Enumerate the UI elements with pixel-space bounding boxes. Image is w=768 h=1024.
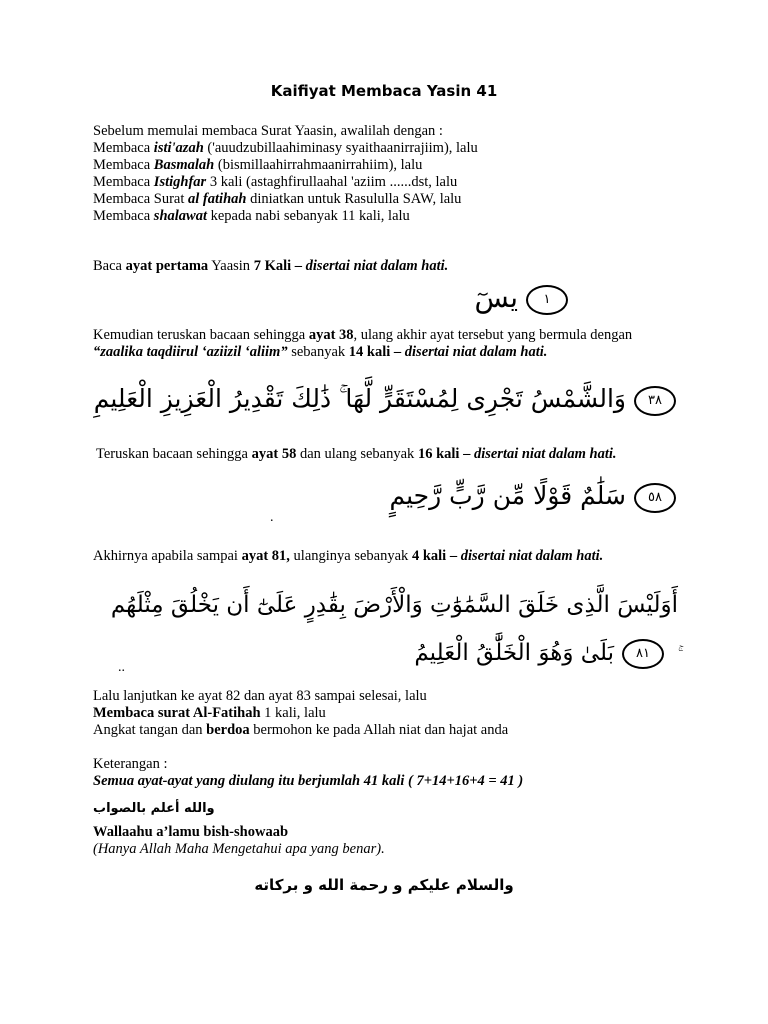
ayah-number-badge: ١: [526, 285, 568, 315]
intro-line-4: Membaca Istighfar 3 kali (astaghfirullaahal 'aziim ......dst, lalu: [93, 174, 458, 190]
wallahu-latin: Wallaahu a’lamu bish-showaab: [93, 824, 289, 840]
ayat-38-arabic: ٣٨وَالشَّمْسُ تَجْرِى لِمُسْتَقَرٍّ لَّهَا ۚ ذَٰلِكَ تَقْدِيرُ الْعَزِيزِ الْعَلِيمِ: [94, 384, 676, 416]
ayat-81-arabic-line-1: أَوَلَيْسَ الَّذِى خَلَقَ السَّمَٰوَٰتِ وَالْأَرْضَ بِقَٰدِرٍ عَلَىٰٓ أَن يَخْلُقَ مِثْلَهُم: [110, 592, 678, 618]
ayat-58-arabic: ٥٨سَلَٰمٌ قَوْلًا مِّن رَّبٍّ رَّحِيمٍ: [389, 481, 676, 513]
wallahu-meaning: (Hanya Allah Maha Mengetahui apa yang benar).: [93, 841, 385, 857]
step2-instruction-line-2: “zaalika taqdiirul ‘aziizil ‘aliim” sebanyak 14 kali – disertai niat dalam hati.: [93, 344, 548, 360]
closing-line-2: Membaca surat Al-Fatihah 1 kali, lalu: [93, 705, 326, 721]
step1-instruction: Baca ayat pertama Yaasin 7 Kali – disertai niat dalam hati.: [93, 258, 449, 274]
step2-instruction-line-1: Kemudian teruskan bacaan sehingga ayat 38, ulang akhir ayat tersebut yang bermula dengan: [93, 327, 633, 343]
closing-line-1: Lalu lanjutkan ke ayat 82 dan ayat 83 sampai selesai, lalu: [93, 688, 427, 704]
stray-dots: ..: [118, 660, 125, 675]
stray-dot: .: [270, 510, 274, 525]
ayah-number-badge: ٥٨: [634, 483, 676, 513]
ayah-number-badge: ٨١: [622, 639, 664, 669]
intro-line-1: Sebelum memulai membaca Surat Yaasin, awalilah dengan :: [93, 123, 443, 139]
intro-line-3: Membaca Basmalah (bismillaahirrahmaanirrahiim), lalu: [93, 157, 423, 173]
intro-line-6: Membaca shalawat kepada nabi sebanyak 11 kali, lalu: [93, 208, 410, 224]
closing-line-3: Angkat tangan dan berdoa bermohon ke pada Allah niat dan hajat anda: [93, 722, 509, 738]
step4-instruction: Akhirnya apabila sampai ayat 81, ulanginya sebanyak 4 kali – disertai niat dalam hati.: [93, 548, 604, 564]
intro-line-5: Membaca Surat al fatihah diniatkan untuk Rasululla SAW, lalu: [93, 191, 462, 207]
wallahu-arabic: والله أعلم بالصواب: [93, 801, 215, 816]
closing-salam: والسلام عليكم و رحمة الله و بركاته: [254, 876, 514, 894]
step3-instruction: Teruskan bacaan sehingga ayat 58 dan ulang sebanyak 16 kali – disertai niat dalam hati.: [96, 446, 617, 462]
ayat-81-arabic-line-2: ٨١بَلَىٰ وَهُوَ الْخَلَّٰقُ الْعَلِيمُ: [414, 638, 678, 670]
ayat-1-arabic: ١يسٓ: [475, 283, 569, 315]
note-text: Semua ayat-ayat yang diulang itu berjumlah 41 kali ( 7+14+16+4 = 41 ): [93, 773, 524, 789]
note-label: Keterangan :: [93, 756, 168, 772]
intro-line-2: Membaca isti'azah ('auudzubillaahiminasy syaithaanirrajiim), lalu: [93, 140, 478, 156]
page-title: Kaifiyat Membaca Yasin 41: [270, 82, 498, 100]
ayah-number-badge: ٣٨: [634, 386, 676, 416]
